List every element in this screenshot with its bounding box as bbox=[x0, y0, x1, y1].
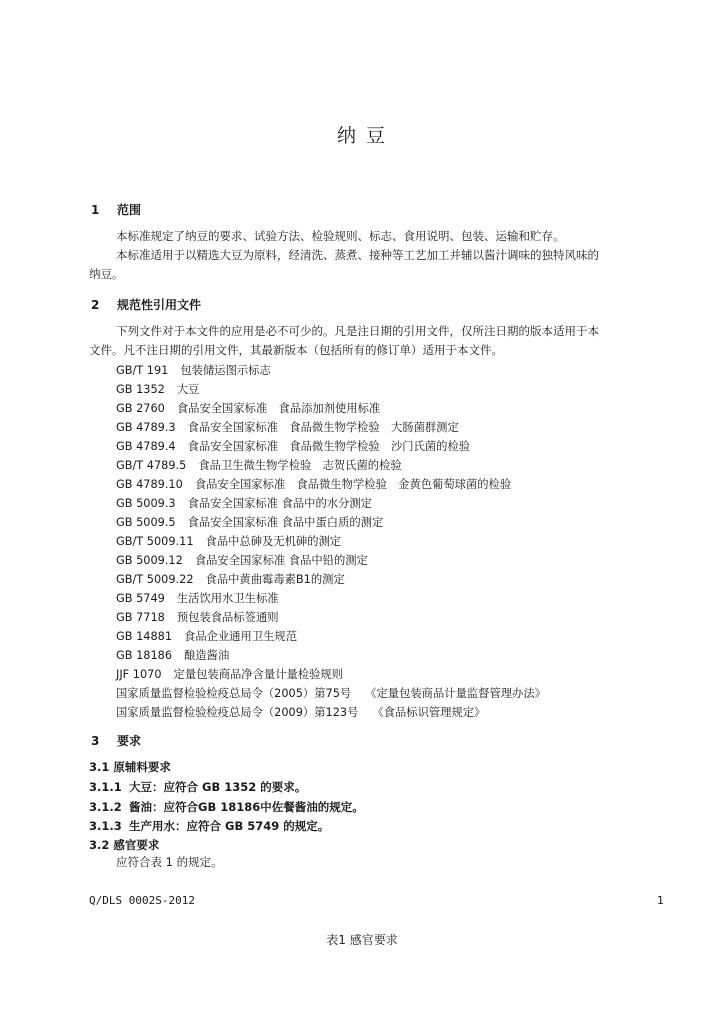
reference-code: GB 4789.3 bbox=[116, 421, 176, 434]
reference-item bbox=[116, 609, 279, 625]
reference-code: GB/T 5009.22 bbox=[116, 573, 194, 586]
reference-item bbox=[116, 419, 459, 435]
paragraph: 本标准规定了纳豆的要求、试验方法、检验规则、标志、食用说明、包装、运输和贮存。 bbox=[116, 229, 565, 243]
requirement-item bbox=[89, 779, 306, 795]
paragraph: 本标准适用于以精选大豆为原料，经清洗、蒸煮、接种等工艺加工并辅以酱汁调味的独特风味的 bbox=[116, 248, 599, 262]
section-title: 范围 bbox=[117, 203, 142, 217]
reference-title: 《食品标识管理规定》 bbox=[372, 706, 486, 719]
reference-title: 包装储运图示标志 bbox=[180, 364, 271, 377]
reference-item bbox=[116, 476, 511, 492]
reference-code: GB 5749 bbox=[116, 592, 165, 605]
reference-title: 大豆 bbox=[176, 383, 200, 396]
requirement-item bbox=[89, 799, 364, 815]
reference-code: GB/T 4789.5 bbox=[116, 459, 187, 472]
standard-code: Q/DLS 0002S-2012 bbox=[89, 894, 195, 907]
paragraph: 应符合表 1 的规定。 bbox=[116, 855, 223, 869]
reference-title: 食品卫生微生物学检验 志贺氏菌的检验 bbox=[198, 459, 402, 472]
requirement-item bbox=[89, 818, 329, 834]
reference-item bbox=[116, 514, 383, 530]
reference-item bbox=[116, 552, 368, 568]
reference-title: 预包装食品标签通则 bbox=[176, 611, 279, 624]
reference-item bbox=[116, 438, 470, 454]
section-title: 要求 bbox=[117, 734, 142, 748]
reference-code: GB 5009.3 bbox=[116, 497, 176, 510]
reference-code: GB 5009.5 bbox=[116, 516, 176, 529]
reference-code: GB 14881 bbox=[116, 630, 173, 643]
reference-item bbox=[116, 704, 485, 720]
page-number: 1 bbox=[657, 894, 664, 907]
reference-title: 定量包装商品净含量计量检验规则 bbox=[173, 668, 343, 681]
section-2-heading bbox=[91, 296, 201, 313]
reference-item bbox=[116, 533, 341, 549]
item-number: 3.1.3 bbox=[89, 819, 122, 833]
reference-item bbox=[116, 647, 229, 663]
reference-item bbox=[116, 590, 279, 606]
reference-code: JJF 1070 bbox=[116, 668, 162, 681]
reference-title: 食品安全国家标准 食品中蛋白质的测定 bbox=[187, 516, 384, 529]
reference-code: GB/T 5009.11 bbox=[116, 535, 194, 548]
reference-item bbox=[116, 571, 345, 587]
item-text: 酱油：应符合GB 18186中佐餐酱油的规定。 bbox=[129, 800, 364, 814]
reference-title: 食品安全国家标准 食品中铅的测定 bbox=[194, 554, 368, 567]
item-text: 生产用水：应符合 GB 5749 的规定。 bbox=[129, 819, 330, 833]
reference-code: 国家质量监督检验检疫总局令（2009）第123号 bbox=[116, 706, 359, 719]
reference-title: 食品安全国家标准 食品中的水分测定 bbox=[187, 497, 372, 510]
reference-item bbox=[116, 381, 199, 397]
reference-title: 食品安全国家标准 食品添加剂使用标准 bbox=[176, 402, 381, 415]
reference-title: 食品中黄曲霉毒素B1的测定 bbox=[205, 573, 345, 586]
reference-item bbox=[116, 666, 343, 682]
reference-item bbox=[116, 400, 380, 416]
section-number: 1 bbox=[91, 203, 100, 217]
reference-title: 食品安全国家标准 食品微生物学检验 金黄色葡萄球菌的检验 bbox=[194, 478, 512, 491]
reference-code: GB 1352 bbox=[116, 383, 165, 396]
reference-title: 生活饮用水卫生标准 bbox=[176, 592, 279, 605]
subsection-heading: 3.2 感官要求 bbox=[89, 838, 160, 852]
reference-item bbox=[116, 362, 271, 378]
item-text: 大豆：应符合 GB 1352 的要求。 bbox=[129, 780, 307, 794]
section-number: 2 bbox=[91, 298, 100, 312]
reference-code: GB 2760 bbox=[116, 402, 165, 415]
section-number: 3 bbox=[91, 734, 100, 748]
item-number: 3.1.1 bbox=[89, 780, 122, 794]
paragraph: 下列文件对于本文件的应用是必不可少的。凡是注日期的引用文件，仅所注日期的版本适用于本 bbox=[116, 324, 599, 338]
reference-item bbox=[116, 685, 546, 701]
paragraph: 文件。凡不注日期的引用文件，其最新版本（包括所有的修订单）适用于本文件。 bbox=[89, 343, 503, 357]
reference-title: 食品安全国家标准 食品微生物学检验 沙门氏菌的检验 bbox=[187, 440, 471, 453]
document-title: 纳 豆 bbox=[336, 125, 388, 147]
reference-code: GB 4789.10 bbox=[116, 478, 183, 491]
reference-code: GB/T 191 bbox=[116, 364, 169, 377]
reference-title: 食品中总砷及无机砷的测定 bbox=[205, 535, 342, 548]
paragraph: 纳豆。 bbox=[89, 267, 124, 281]
section-1-heading bbox=[91, 201, 141, 218]
section-3-heading bbox=[91, 732, 141, 749]
table-caption: 表1 感官要求 bbox=[326, 933, 398, 947]
reference-code: 国家质量监督检验检疫总局令（2005）第75号 bbox=[116, 687, 352, 700]
reference-title: 《定量包装商品计量监督管理办法》 bbox=[365, 687, 546, 700]
reference-title: 酿造酱油 bbox=[184, 649, 230, 662]
reference-title: 食品安全国家标准 食品微生物学检验 大肠菌群测定 bbox=[187, 421, 459, 434]
reference-item bbox=[116, 457, 402, 473]
reference-code: GB 18186 bbox=[116, 649, 173, 662]
reference-code: GB 4789.4 bbox=[116, 440, 176, 453]
reference-title: 食品企业通用卫生规范 bbox=[184, 630, 298, 643]
reference-code: GB 5009.12 bbox=[116, 554, 183, 567]
reference-item bbox=[116, 628, 297, 644]
section-title: 规范性引用文件 bbox=[117, 298, 202, 312]
reference-code: GB 7718 bbox=[116, 611, 165, 624]
item-number: 3.1.2 bbox=[89, 800, 122, 814]
reference-item bbox=[116, 495, 372, 511]
subsection-heading: 3.1 原辅料要求 bbox=[89, 760, 171, 774]
